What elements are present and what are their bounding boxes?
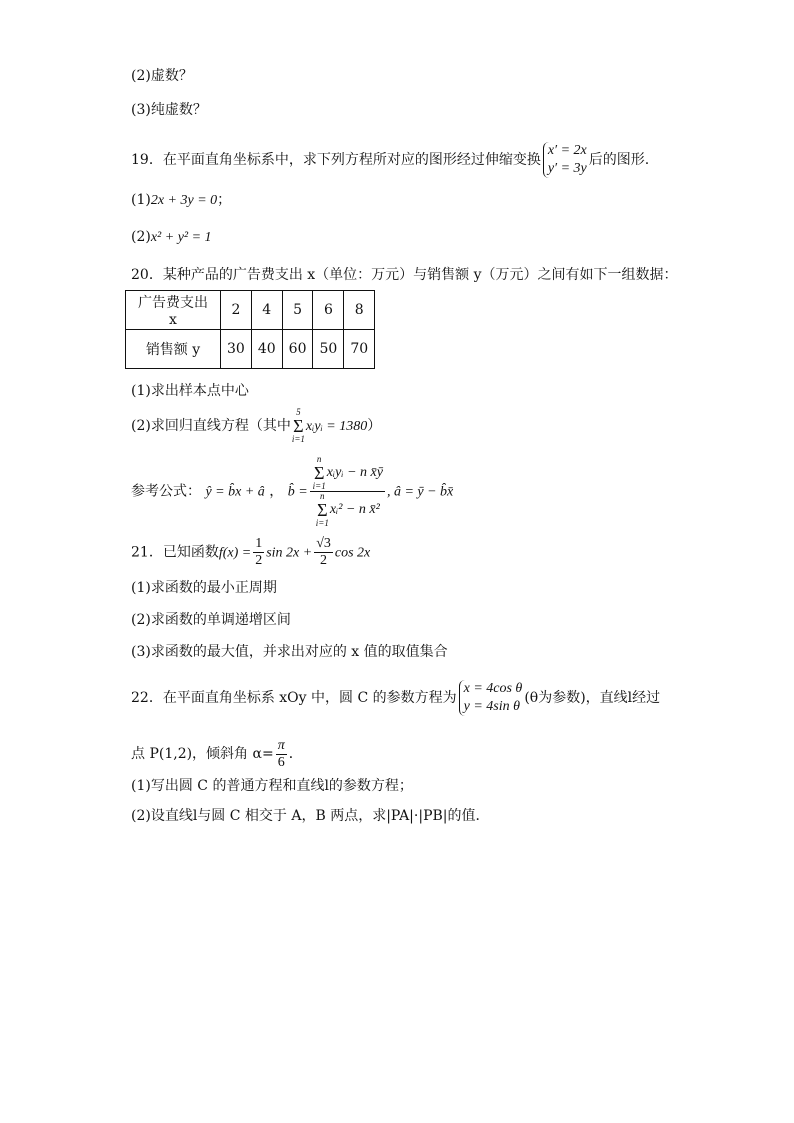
table-row bbox=[126, 330, 375, 369]
q19-part2-eq: x² + y² = 1 bbox=[150, 230, 212, 245]
table-header-x: 广告费支出 x bbox=[126, 291, 221, 330]
q20-part1: (1)求出样本点中心 bbox=[131, 383, 249, 399]
table-cell: 70 bbox=[344, 330, 375, 369]
q21-sqrt3-fraction: $\frac{√3}{2}$ bbox=[316, 536, 331, 568]
q19-stem: 19．在平面直角坐标系中，求下列方程所对应的图形经过伸缩变换 bbox=[131, 152, 541, 168]
q19-part1: (1)2x + 3y = 0； bbox=[131, 192, 232, 208]
q21-half-fraction: $\frac{1}{2}$ bbox=[255, 536, 263, 568]
table-cell: 4 bbox=[251, 291, 282, 330]
q18-part2: (2)虚数？ bbox=[131, 68, 193, 84]
q22-part2: (2)设直线l与圆 C 相交于 A，B 两点，求|PA|·|PB|的值． bbox=[131, 808, 490, 824]
table-cell: 6 bbox=[313, 291, 344, 330]
q20-data-table bbox=[125, 290, 375, 369]
q20-reference-formula: 参考公式： ŷ = b̂x + â ， b̂ = n Σ i=1xᵢyᵢ − n x̄ȳ n Σ i=1xᵢ² − n x̄² , â = ȳ − b̂x̄ bbox=[131, 454, 454, 528]
table-cell: 60 bbox=[282, 330, 313, 369]
q22-angle-fraction: $\frac{\pi}{6}$ bbox=[277, 737, 285, 770]
q20-ref-eq1: ŷ = b̂x + â bbox=[205, 484, 265, 500]
q21-part2: (2)求函数的单调递增区间 bbox=[131, 612, 291, 628]
q18-part3: (3)纯虚数？ bbox=[131, 102, 207, 118]
q22-stem: 22．在平面直角坐标系 xOy 中，圆 C 的参数方程为x = 4cos θ y = 4sin θ(θ为参数)，直线l经过 bbox=[131, 681, 661, 714]
q19-stem-line bbox=[131, 142, 649, 178]
table-cell: 2 bbox=[221, 291, 252, 330]
table-cell: 5 bbox=[282, 291, 313, 330]
q22-param-system: x = 4cos θ y = 4sin θ bbox=[459, 680, 523, 716]
q22-line2: 点 P(1,2)，倾斜角 α= $\frac{\pi}{6}$ ． bbox=[131, 737, 303, 770]
q22-part1: (1)写出圆 C 的普通方程和直线l的参数方程； bbox=[131, 778, 413, 794]
q20-part2: (2)求回归直线方程（其中5 Σ i=1xᵢyᵢ = 1380） bbox=[131, 407, 382, 444]
table-cell: 30 bbox=[221, 330, 252, 369]
table-cell: 8 bbox=[344, 291, 375, 330]
q21-part1: (1)求函数的最小正周期 bbox=[131, 580, 277, 596]
q21-part3: (3)求函数的最大值，并求出对应的 x 值的取值集合 bbox=[131, 644, 448, 660]
q20-sum-symbol: 5 Σ i=1 bbox=[291, 407, 305, 444]
q19-part1-eq: 2x + 3y = 0 bbox=[150, 193, 218, 208]
q20-stem: 20．某种产品的广告费支出 x（单位：万元）与销售额 y（万元）之间有如下一组数据： bbox=[131, 267, 678, 283]
table-cell: 40 bbox=[251, 330, 282, 369]
table-row bbox=[126, 291, 375, 330]
table-cell: 50 bbox=[313, 330, 344, 369]
q19-eq1: x′ = 2x bbox=[547, 143, 587, 158]
table-header-y: 销售额 y bbox=[126, 330, 221, 369]
q19-part2: (2)x² + y² = 1 bbox=[131, 229, 212, 245]
q20-b-fraction: n Σ i=1xᵢyᵢ − n x̄ȳ n Σ i=1xᵢ² − n x̄² bbox=[310, 455, 385, 528]
q19-eq2: y′ = 3y bbox=[547, 161, 587, 176]
q19-transform-system bbox=[543, 142, 587, 178]
q19-stem-end: 后的图形. bbox=[588, 152, 650, 168]
q21-stem: 21．已知函数f(x) = $\frac{1}{2}$ sin 2x + $\frac{√3}{2}$ cos 2x bbox=[131, 536, 371, 568]
